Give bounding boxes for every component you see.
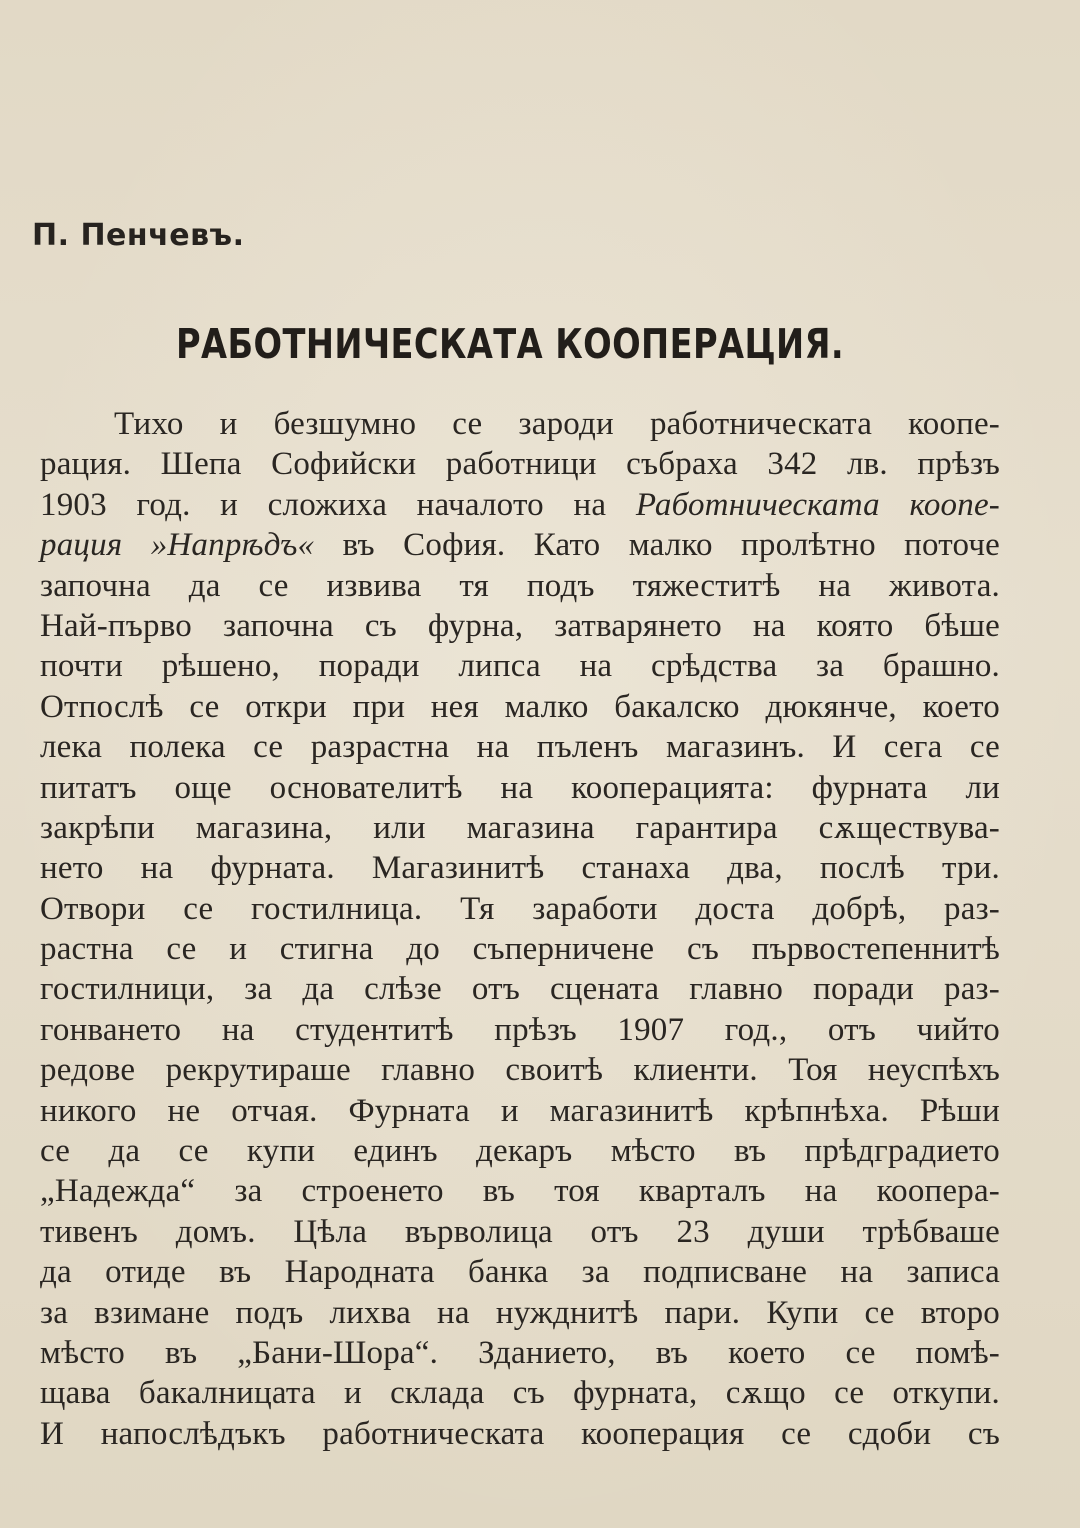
text-line: се да се купи единъ декаръ мѣсто въ прѣдградието (40, 1133, 1000, 1170)
text-line: мѣсто въ „Бани-Шора“. Зданието, въ което се помѣ- (40, 1334, 1000, 1371)
text-span: 1903 год. и сложиха началото на (40, 486, 636, 523)
text-line: И напослѣдъкъ работническата кооперация се сдоби съ (40, 1415, 1000, 1452)
body-paragraph (40, 404, 1000, 1454)
text-line (40, 525, 1000, 565)
text-line: за взимане подъ лихва на нужднитѣ пари. Купи се второ (40, 1294, 1000, 1331)
text-line (40, 485, 1000, 525)
text-line: редове рекрутираше главно своитѣ клиенти. Тоя неуспѣхъ (40, 1052, 1000, 1089)
text-line: растна се и стигна до съперничене съ първостепеннитѣ (40, 931, 1000, 968)
text-line: Отпослѣ се откри при нея малко бакалско дюкянче, което (40, 688, 1000, 725)
text-line: закрѣпи магазина, или магазина гарантира сѫществува- (40, 809, 1000, 846)
text-line: нето на фурната. Магазинитѣ станаха два, послѣ три. (40, 850, 1000, 887)
text-line: „Надежда“ за строенето въ тоя кварталъ на коопера- (40, 1173, 1000, 1210)
text-line: гонването на студентитѣ прѣзъ 1907 год., отъ чийто (40, 1011, 1000, 1048)
italic-title-part: рация »Напрѣдъ« (40, 527, 315, 564)
author-name: П. Пенчевъ. (32, 218, 245, 253)
page-title: РАБОТНИЧЕСКАТА КООПЕРАЦИЯ. (176, 320, 845, 368)
text-line: гостилници, за да слѣзе отъ сцената главно поради раз- (40, 971, 1000, 1008)
text-line: никого не отчая. Фурната и магазинитѣ крѣпнѣха. Рѣши (40, 1092, 1000, 1129)
text-line: рация. Шепа Софийски работници събраха 342 лв. прѣзъ (40, 446, 1000, 483)
text-line: щава бакалницата и склада съ фурната, сѫщо се откупи. (40, 1375, 1000, 1412)
text-span: въ София. Като малко пролѣтно поточе (314, 527, 1000, 564)
text-line: тивенъ домъ. Цѣла върволица отъ 23 души трѣбваше (40, 1213, 1000, 1250)
text-line: Отвори се гостилница. Тя заработи доста добрѣ, раз- (40, 890, 1000, 927)
italic-title-part: Работническата коопе- (635, 486, 1000, 523)
text-line: Най-първо започна съ фурна, затварянето на която бѣше (40, 607, 1000, 644)
text-line: да отиде въ Народната банка за подписване на записа (40, 1254, 1000, 1291)
text-line: питатъ още основателитѣ на кооперацията: фурната ли (40, 769, 1000, 806)
text-line: почти рѣшено, поради липса на срѣдства за брашно. (40, 648, 1000, 685)
text-line: лека полека се разрастна на пъленъ магазинъ. И сега се (40, 729, 1000, 766)
text-line: започна да се извива тя подъ тяжеститѣ на живота. (40, 567, 1000, 604)
text-line: Тихо и безшумно се зароди работническата коопе- (114, 406, 1000, 442)
